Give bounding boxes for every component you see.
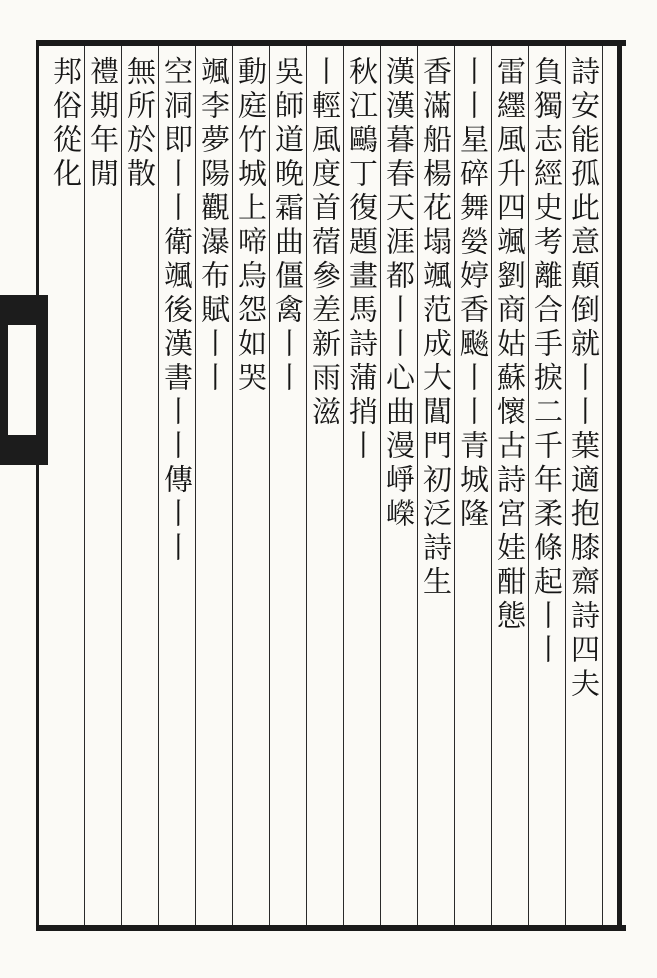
text-column: 空洞即丨丨衛颯後漢書丨丨傳丨丨 — [160, 56, 194, 566]
text-column: 香滿船楊花塌颯范成大閶門初泛詩生 — [419, 56, 453, 600]
page-border-top — [36, 40, 626, 46]
text-column: 丨輕風度首蓿參差新雨滋 — [308, 56, 342, 430]
text-column: 詩安能孤此意顛倒就丨丨葉適抱膝齋詩四夫 — [567, 56, 601, 702]
text-column: 負獨志經史考離合手捩二千年柔條起丨丨 — [530, 56, 564, 668]
binding-margin-mark — [0, 295, 48, 465]
text-column: 颯李夢陽觀瀑布賦丨丨 — [197, 56, 231, 396]
text-column: 漢漢暮春天涯都丨丨心曲漫崢嶸 — [382, 56, 416, 532]
page-border-left — [36, 40, 39, 931]
text-column: 丨丨星碎舞嫈婷香飈丨丨青城隆 — [456, 56, 490, 532]
text-column: 吳師道晚霜曲僵禽丨丨 — [271, 56, 305, 396]
page-border-right — [617, 40, 622, 931]
text-column: 雷纆風升四颯劉商姑蘇懷古詩宮娃酣態 — [493, 56, 527, 634]
text-column: 禮期年閒 — [86, 56, 120, 192]
page-border-bottom — [36, 925, 626, 931]
text-column: 動庭竹城上啼烏怨如哭 — [234, 56, 268, 396]
text-column: 邦俗從化 — [49, 56, 83, 192]
text-column: 無所於散 — [123, 56, 157, 192]
text-column: 秋江鷗丁復題畫馬詩蒲捎丨 — [345, 56, 379, 464]
